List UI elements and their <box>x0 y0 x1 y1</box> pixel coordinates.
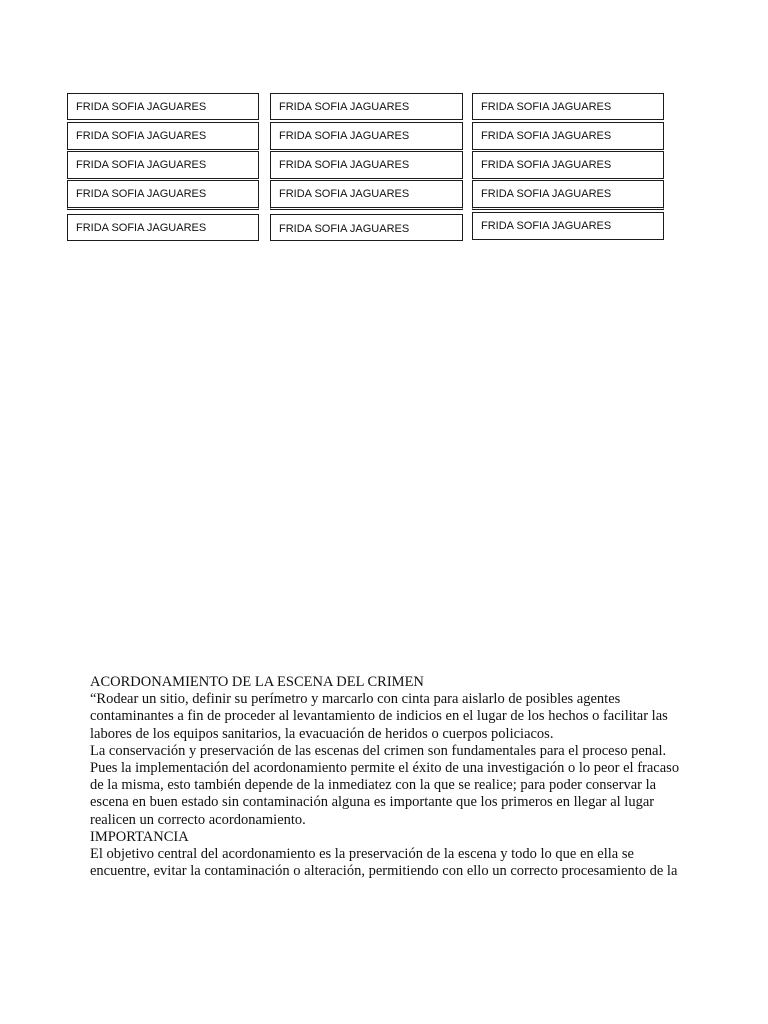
name-label: FRIDA SOFIA JAGUARES <box>67 180 259 210</box>
document-title: ACORDONAMIENTO DE LA ESCENA DEL CRIMEN <box>90 674 424 690</box>
body-line: La conservación y preservación de las escenas del crimen son fundamentales para el proceso penal. <box>90 742 667 759</box>
body-line: Pues la implementación del acordonamiento permite el éxito de una investigación o lo peor el fracaso <box>90 760 680 777</box>
body-line: labores de los equipos sanitarios, la evacuación de heridos o cuerpos policiacos. <box>90 725 554 742</box>
name-label: FRIDA SOFIA JAGUARES <box>67 93 259 120</box>
name-label: FRIDA SOFIA JAGUARES <box>270 93 463 120</box>
body-line: realicen un correcto acordonamiento. <box>90 811 306 828</box>
importance-paragraph <box>90 846 679 880</box>
body-line: contaminantes a fin de proceder al levantamiento de indicios en el lugar de los hechos o facilitar las <box>90 708 668 725</box>
name-label: FRIDA SOFIA JAGUARES <box>67 122 259 150</box>
name-label: FRIDA SOFIA JAGUARES <box>270 151 463 179</box>
body-line: escena en buen estado sin contaminación alguna es importante que los primeros en llegar al lugar <box>90 794 655 811</box>
name-label: FRIDA SOFIA JAGUARES <box>472 151 664 179</box>
name-label: FRIDA SOFIA JAGUARES <box>472 180 664 210</box>
name-label: FRIDA SOFIA JAGUARES <box>270 122 463 150</box>
name-label: FRIDA SOFIA JAGUARES <box>270 214 463 241</box>
name-label: FRIDA SOFIA JAGUARES <box>67 214 259 241</box>
body-line: El objetivo central del acordonamiento es la preservación de la escena y todo lo que en ella se <box>90 846 634 863</box>
document-body <box>90 674 679 880</box>
section-heading: IMPORTANCIA <box>90 828 189 845</box>
body-line: encuentre, evitar la contaminación o alteración, permitiendo con ello un correcto procesamiento de la <box>90 863 678 880</box>
body-line: “Rodear un sitio, definir su perímetro y marcarlo con cinta para aislarlo de posibles agentes <box>90 691 621 708</box>
definition-paragraph <box>90 691 679 743</box>
name-label: FRIDA SOFIA JAGUARES <box>472 212 664 240</box>
name-label: FRIDA SOFIA JAGUARES <box>270 180 463 210</box>
name-label: FRIDA SOFIA JAGUARES <box>472 122 664 150</box>
name-label: FRIDA SOFIA JAGUARES <box>67 151 259 179</box>
conservation-paragraph <box>90 743 679 829</box>
body-line: de la misma, esto también depende de la inmediatez con la que se realice; para poder conservar la <box>90 777 657 794</box>
name-label: FRIDA SOFIA JAGUARES <box>472 93 664 120</box>
